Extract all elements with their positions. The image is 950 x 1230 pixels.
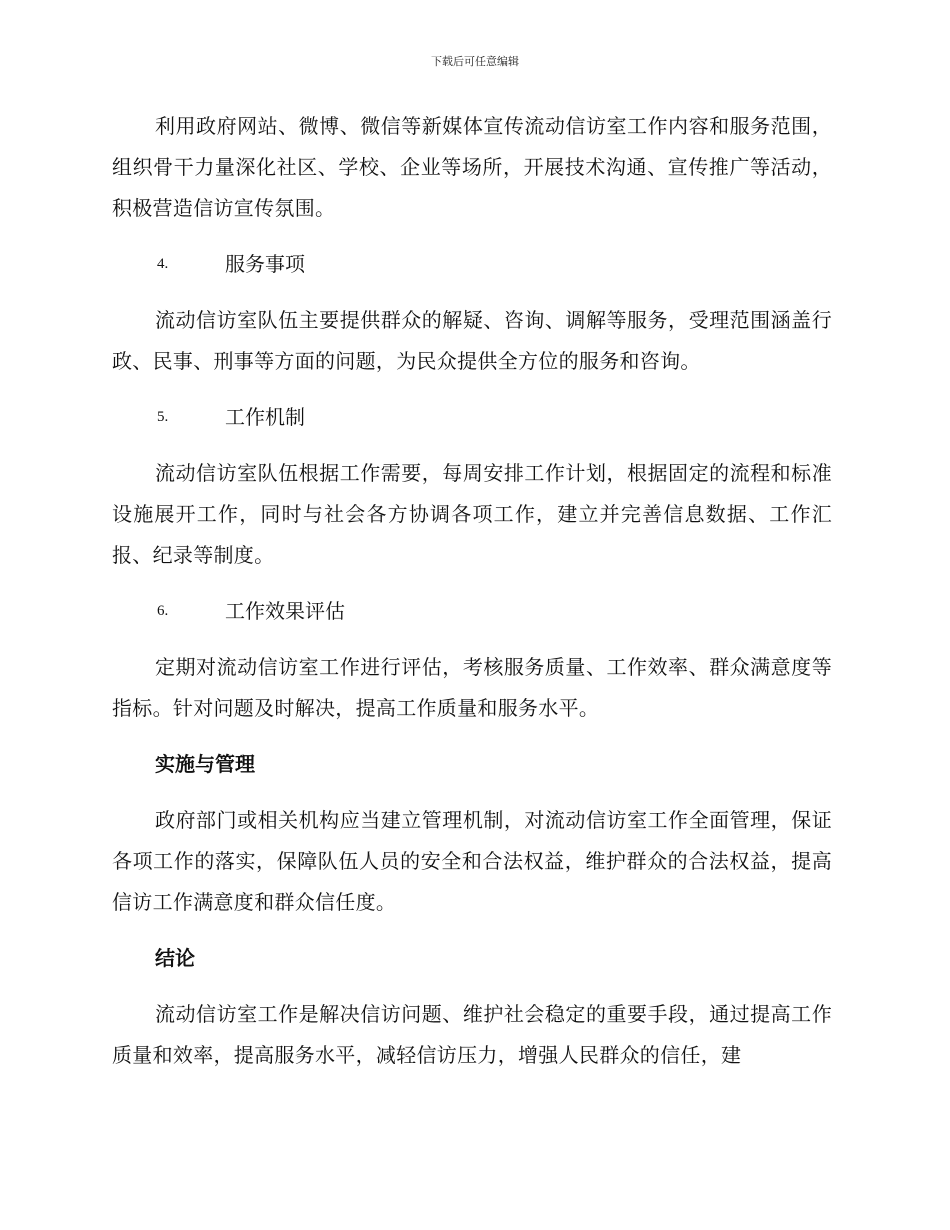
- list-item-title: 工作机制: [225, 405, 305, 429]
- section-heading-implementation: 实施与管理: [155, 752, 255, 776]
- list-item-title: 工作效果评估: [225, 599, 345, 623]
- list-item-number: 5.: [157, 409, 169, 425]
- list-item-number: 4.: [157, 256, 169, 272]
- list-item-service-items: [112, 244, 832, 285]
- paragraph-conclusion: 流动信访室工作是解决信访问题、维护社会稳定的重要手段，通过提高工作质量和效率，提高服务水平，减轻信访压力，增强人民群众的信任，建: [112, 1002, 832, 1067]
- list-item-number: 6.: [157, 603, 169, 619]
- list-item-work-mechanism: [112, 397, 832, 438]
- list-item-effect-evaluation: [112, 591, 832, 632]
- document-body: [112, 106, 832, 1091]
- list-item-title: 服务事项: [225, 252, 305, 276]
- section-heading-conclusion: 结论: [155, 946, 195, 970]
- paragraph-work-mechanism: 流动信访室队伍根据工作需要，每周安排工作计划，根据固定的流程和标准设施展开工作，同时与社会各方协调各项工作，建立并完善信息数据、工作汇报、纪录等制度。: [112, 461, 832, 567]
- paragraph-service-items: 流动信访室队伍主要提供群众的解疑、咨询、调解等服务，受理范围涵盖行政、民事、刑事等方面的问题，为民众提供全方位的服务和咨询。: [112, 308, 832, 373]
- page-header: 下载后可任意编辑: [431, 55, 519, 68]
- paragraph-implementation: 政府部门或相关机构应当建立管理机制，对流动信访室工作全面管理，保证各项工作的落实，保障队伍人员的安全和合法权益，维护群众的合法权益，提高信访工作满意度和群众信任度。: [112, 808, 832, 914]
- paragraph-media-publicity: 利用政府网站、微博、微信等新媒体宣传流动信访室工作内容和服务范围，组织骨干力量深化社区、学校、企业等场所，开展技术沟通、宣传推广等活动，积极营造信访宣传氛围。: [112, 114, 832, 220]
- paragraph-effect-evaluation: 定期对流动信访室工作进行评估，考核服务质量、工作效率、群众满意度等指标。针对问题及时解决，提高工作质量和服务水平。: [112, 655, 832, 720]
